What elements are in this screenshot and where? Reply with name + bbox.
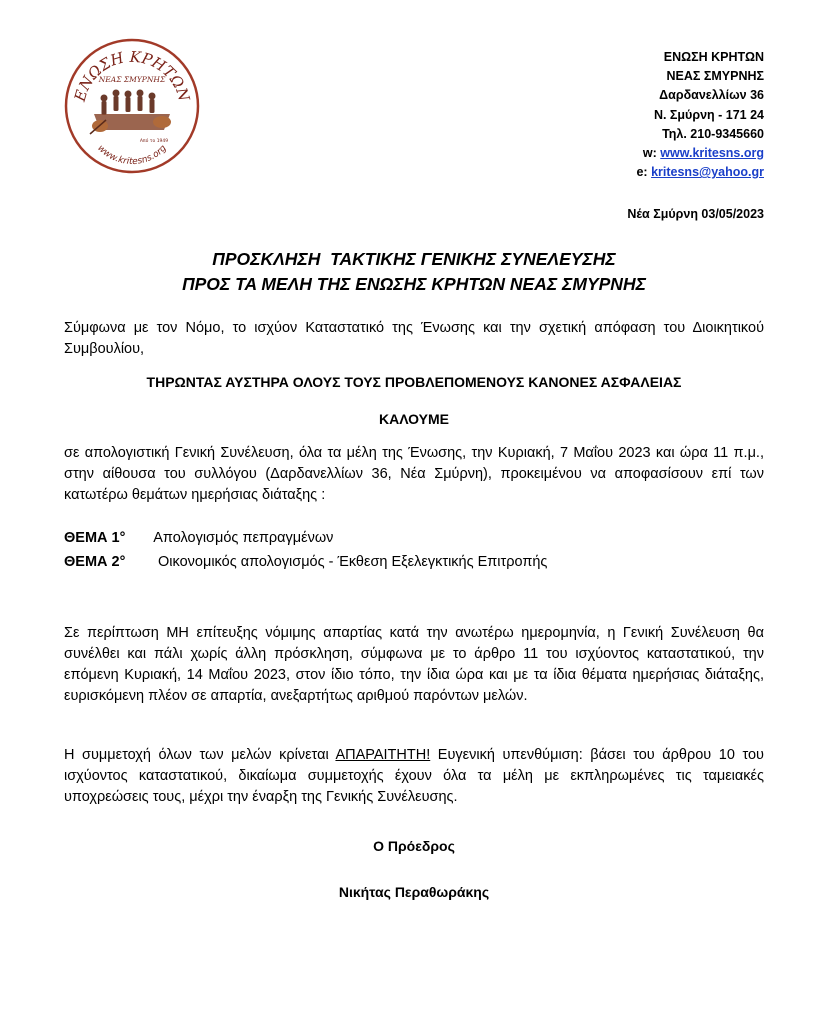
safety-notice: ΤΗΡΩΝΤΑΣ ΑΥΣΤΗΡΑ ΟΛΟΥΣ ΤΟΥΣ ΠΡΟΒΛΕΠΟΜΕΝΟΥΣ ΚΑΝΟΝΕΣ ΑΣΦΑΛΕΙΑΣ [146, 374, 682, 390]
website-link[interactable]: www.kritesns.org [660, 146, 764, 161]
contact-org2: ΝΕΑΣ ΣΜΥΡΝΗΣ [666, 69, 764, 84]
contact-web-row [636, 144, 764, 163]
contact-phone: Τηλ. 210-9345660 [662, 126, 764, 141]
logo-seal-icon [64, 38, 200, 174]
title-line-2: ΠΡΟΣ ΤΑ ΜΕΛΗ ΤΗΣ ΕΝΩΣΗΣ ΚΡΗΤΩΝ ΝΕΑΣ ΣΜΥΡΝΗΣ [182, 274, 646, 294]
intro-paragraph: Σύμφωνα με τον Νόμο, το ισχύον Καταστατικό της Ένωσης και την σχετική απόφαση του Διοικητικού Συμβουλίου, [64, 320, 764, 357]
union-logo [64, 38, 200, 174]
agenda-topic-1 [64, 528, 333, 549]
contact-address: Δαρδανελλίων 36 [659, 88, 764, 103]
participation-text-after: Ευγενική υπενθύμιση: βάσει του άρθρου 10 του ισχύοντος καταστατικού, δικαίωμα συμμετοχής έχουν όλα τα μέλη με εκπληρωμένες τις ταμειακές υποχρεώσεις τους, μέχρι την έναρξη της Γενικής Συνέλευσης. [64, 747, 764, 805]
participation-text-before: Η συμμετοχή όλων των μελών κρίνεται [64, 747, 336, 763]
contact-city: Ν. Σμύρνη - 171 24 [653, 107, 764, 122]
contact-org: ΕΝΩΣΗ ΚΡΗΤΩΝ [663, 50, 764, 64]
quorum-paragraph: Σε περίπτωση ΜΗ επίτευξης νόμιμης απαρτίας κατά την ανωτέρω ημερομηνία, η Γενική Συνέλευση θα συνέλθει και πάλι χωρίς άλλη πρόσκληση, σύμφωνα με το άρθρο 11 του ισχύοντος καταστατικού, την επόμενη Κυριακή, 14 Μαΐου 2023, στον ίδιο τόπο, την ίδια ώρα και με τα ίδια θέματα ημερήσιας διάταξης, ευρισκόμενη πλέον σε απαρτία, ανεξαρτήτως αριθμού παρόντων μελών. [64, 625, 764, 704]
logo-arc-url: www.kritesns.org [95, 143, 169, 168]
participation-paragraph [64, 745, 764, 808]
title-line-1: ΠΡΟΣΚΛΗΣΗ ΤΑΚΤΙΚΗΣ ΓΕΝΙΚΗΣ ΣΥΝΕΛΕΥΣΗΣ [212, 249, 616, 269]
document-date: Νέα Σμύρνη 03/05/2023 [627, 207, 764, 221]
topic-label: ΘΕΜΑ 1° [64, 530, 126, 546]
contact-email-row [636, 163, 764, 182]
web-label: w: [642, 146, 657, 161]
signature-role: Ο Πρόεδρος [373, 838, 455, 854]
document-title [0, 247, 828, 297]
contact-block [636, 48, 764, 182]
agenda-topic-2 [64, 552, 547, 573]
signature-name: Νικήτας Περαθωράκης [338, 884, 490, 900]
logo-subtitle: ΝΕΑΣ ΣΜΥΡΝΗΣ [98, 75, 166, 84]
email-label: e: [636, 165, 648, 180]
logo-arc-title: ΕΝΩΣΗ ΚΡΗΤΩΝ [70, 47, 194, 104]
topic-text: Οικονομικός απολογισμός - Έκθεση Εξελεγκτικής Επιτροπής [158, 554, 548, 570]
topic-label: ΘΕΜΑ 2° [64, 554, 126, 570]
email-link[interactable]: kritesns@yahoo.gr [651, 165, 764, 180]
topic-text: Απολογισμός πεπραγμένων [153, 530, 334, 546]
participation-emphasis: ΑΠΑΡΑΙΤΗΤΗ! [335, 747, 431, 763]
logo-founded: Από το 1949 [139, 139, 169, 144]
call-heading: ΚΑΛΟΥΜΕ [378, 411, 450, 427]
assembly-paragraph: σε απολογιστική Γενική Συνέλευση, όλα τα μέλη της Ένωσης, την Κυριακή, 7 Μαΐου 2023 και ώρα 11 π.μ., στην αίθουσα του συλλόγου (Δαρδανελλίων 36, Νέα Σμύρνη), προκειμένου να αποφασίσουν επί των κατωτέρω θεμάτων ημερήσιας διάταξης : [64, 445, 764, 503]
